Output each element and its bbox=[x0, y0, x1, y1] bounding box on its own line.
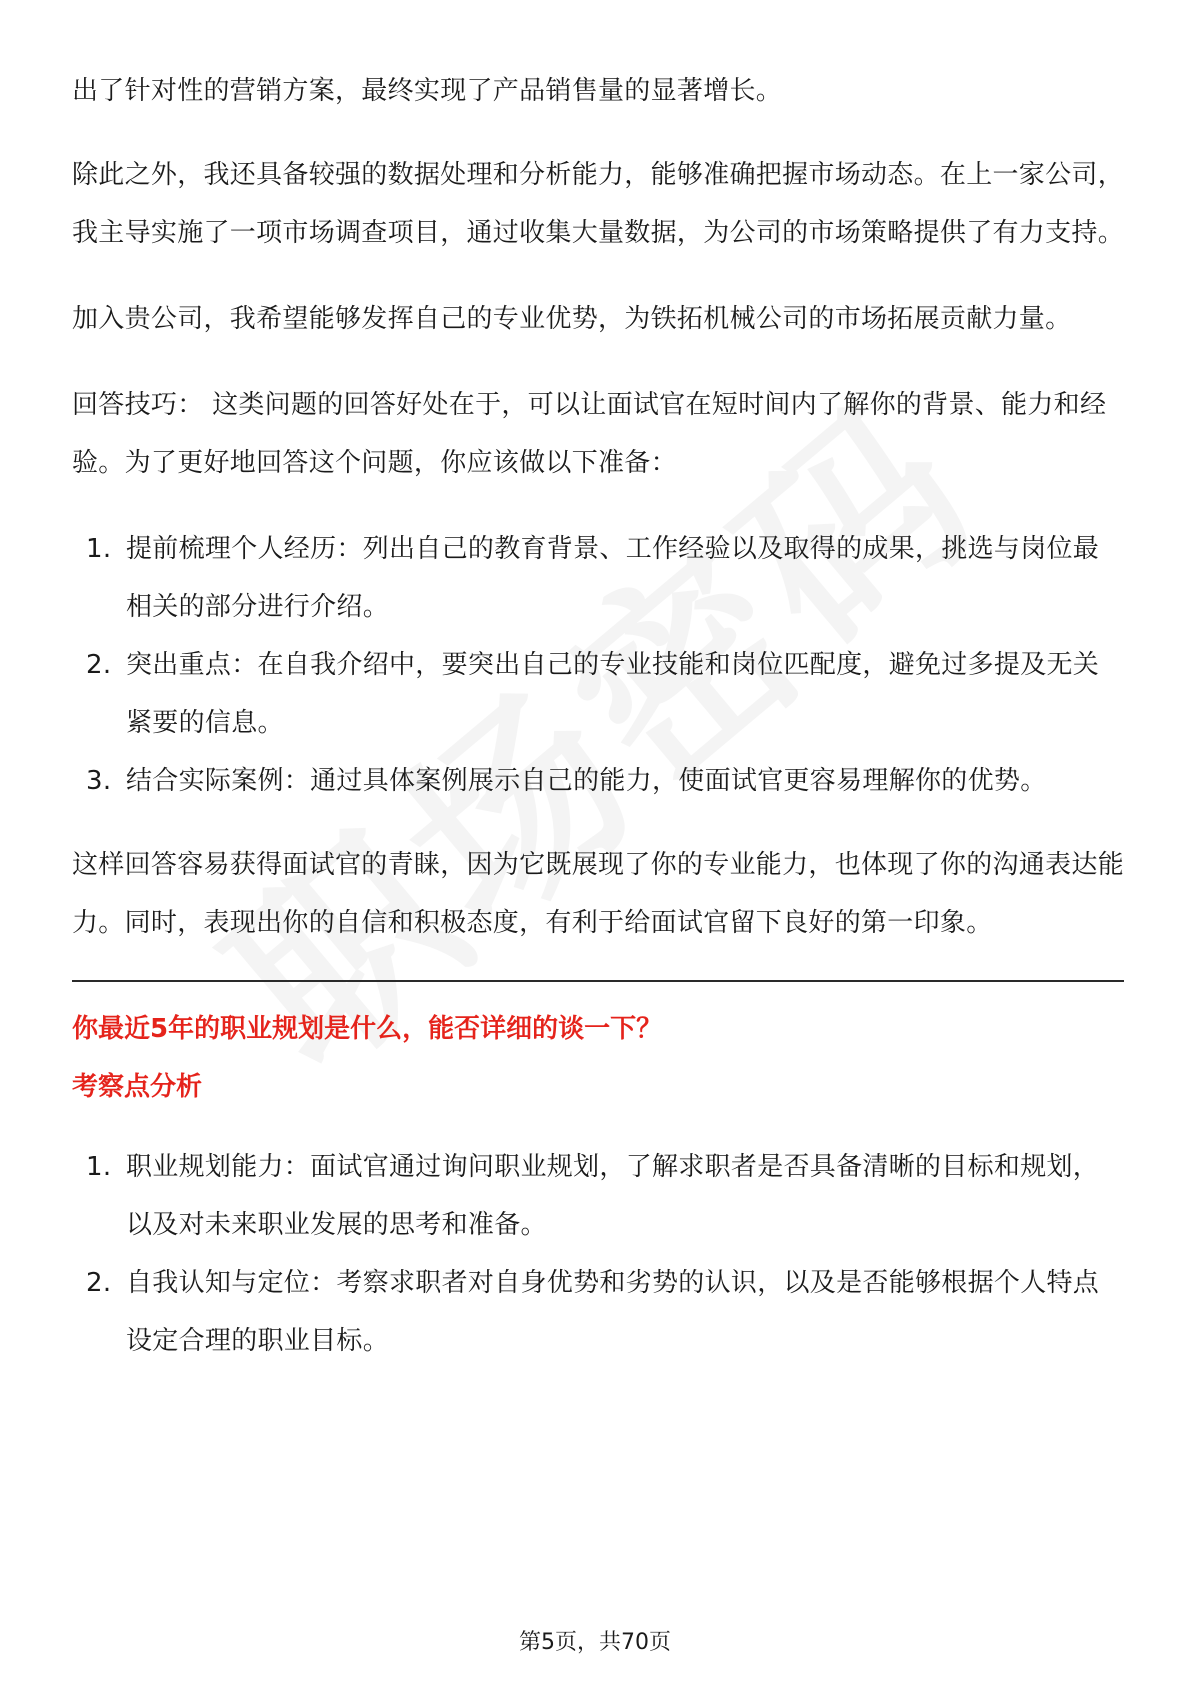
list-item-text: 突出重点：在自我介绍中，要突出自己的专业技能和岗位匹配度，避免过多提及无关紧要的信息。 bbox=[126, 650, 1100, 738]
paragraph-marketing-result: 出了针对性的营销方案，最终实现了产品销售量的显著增长。 bbox=[72, 76, 783, 106]
list-item-number: 2. bbox=[86, 650, 112, 680]
paragraph-answer-tips: 回答技巧： 这类问题的回答好处在于，可以让面试官在短时间内了解你的背景、能力和经验。为了更好地回答这个问题，你应该做以下准备： bbox=[72, 390, 1107, 478]
list-item-number: 2. bbox=[86, 1268, 112, 1298]
list-item bbox=[72, 752, 1124, 810]
list-item-number: 1. bbox=[86, 534, 112, 564]
list-item-text: 提前梳理个人经历：列出自己的教育背景、工作经验以及取得的成果，挑选与岗位最相关的部分进行介绍。 bbox=[126, 534, 1100, 622]
list-item bbox=[72, 1254, 1124, 1370]
list-item bbox=[72, 1138, 1124, 1254]
list-item-number: 3. bbox=[86, 766, 112, 796]
list-item-number: 1. bbox=[86, 1152, 112, 1182]
paragraph-join-company: 加入贵公司，我希望能够发挥自己的专业优势，为铁拓机械公司的市场拓展贡献力量。 bbox=[72, 304, 1072, 334]
page-number-footer: 第5页，共70页 bbox=[519, 1630, 671, 1655]
list-item bbox=[72, 520, 1124, 636]
section-divider bbox=[72, 980, 1124, 982]
list-item-text: 自我认知与定位：考察求职者对自身优势和劣势的认识，以及是否能够根据个人特点设定合理的职业目标。 bbox=[126, 1268, 1100, 1356]
tips-list bbox=[72, 520, 1124, 810]
analysis-list bbox=[72, 1138, 1124, 1370]
document-body bbox=[72, 62, 1124, 1396]
list-item-text: 结合实际案例：通过具体案例展示自己的能力，使面试官更容易理解你的优势。 bbox=[126, 766, 1047, 796]
list-item bbox=[72, 636, 1124, 752]
analysis-heading: 考察点分析 bbox=[72, 1072, 203, 1102]
question-heading: 你最近5年的职业规划是什么，能否详细的谈一下？ bbox=[72, 1014, 663, 1044]
list-item-text: 职业规划能力：面试官通过询问职业规划，了解求职者是否具备清晰的目标和规划，以及对未来职业发展的思考和准备。 bbox=[126, 1152, 1100, 1240]
paragraph-conclusion: 这样回答容易获得面试官的青睐，因为它既展现了你的专业能力，也体现了你的沟通表达能力。同时，表现出你的自信和积极态度，有利于给面试官留下良好的第一印象。 bbox=[72, 850, 1125, 938]
paragraph-data-analysis: 除此之外，我还具备较强的数据处理和分析能力，能够准确把握市场动态。在上一家公司，我主导实施了一项市场调查项目，通过收集大量数据，为公司的市场策略提供了有力支持。 bbox=[72, 160, 1125, 248]
